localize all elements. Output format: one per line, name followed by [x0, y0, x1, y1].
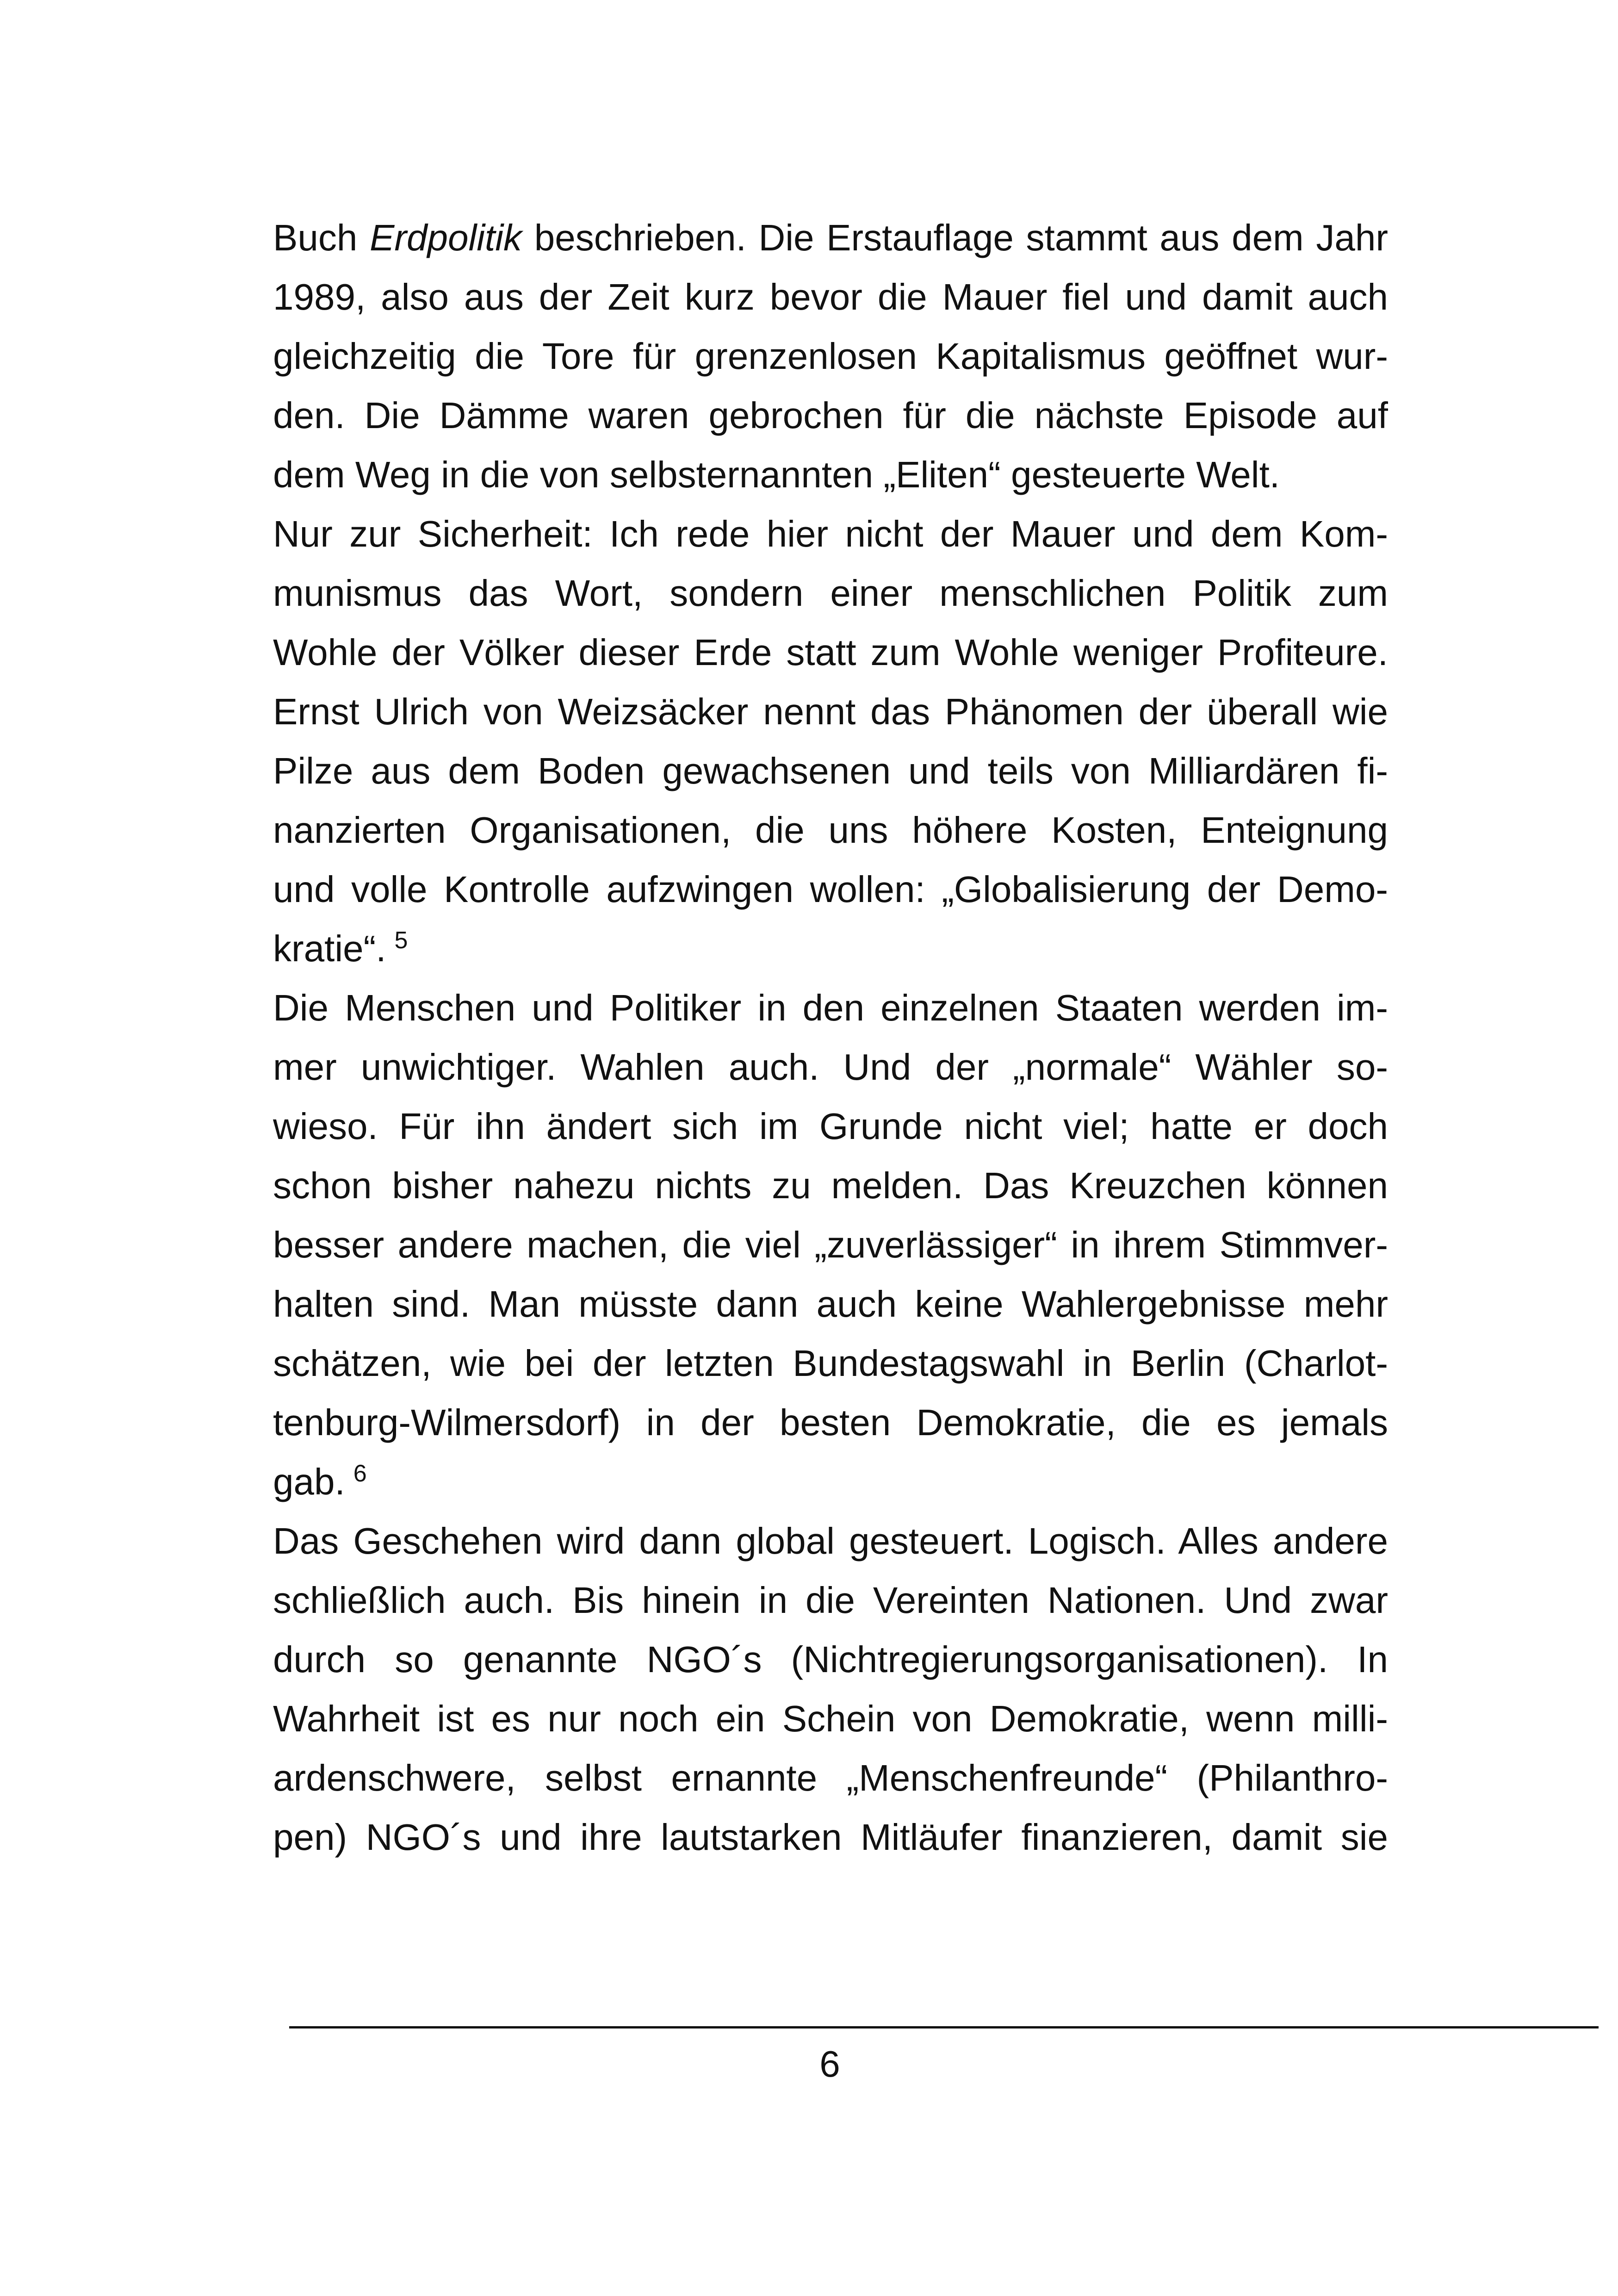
book-title: Erdpolitik [370, 217, 522, 258]
text-line: mer unwichtiger. Wahlen auch. Und der „normale“ Wähler so- [273, 1046, 1388, 1088]
text-line: besser andere machen, die viel „zuverlässiger“ in ihrem Stimmver- [273, 1224, 1388, 1265]
text-line: und volle Kontrolle aufzwingen wollen: „Globalisierung der Demo- [273, 869, 1388, 910]
text-line: den. Die Dämme waren gebrochen für die nächste Episode auf [273, 395, 1388, 436]
text-line: durch so genannte NGO´s (Nichtregierungsorganisationen). In [273, 1639, 1388, 1680]
text-line [273, 208, 1388, 268]
line-text: beschrieben. Die Erstauflage stammt aus dem Jahr [534, 217, 1388, 258]
footer-divider [289, 2026, 1599, 2028]
text-line: Wahrheit ist es nur noch ein Schein von Demokratie, wenn milli- [273, 1698, 1388, 1739]
text-line: ardenschwere, selbst ernannte „Menschenfreunde“ (Philanthro- [273, 1757, 1388, 1798]
text-line: wieso. Für ihn ändert sich im Grunde nicht viel; hatte er doch [273, 1106, 1388, 1147]
text-line: nanzierten Organisationen, die uns höhere Kosten, Enteignung [273, 809, 1388, 851]
text-line: Nur zur Sicherheit: Ich rede hier nicht der Mauer und dem Kom- [273, 513, 1388, 554]
line-text: gab. [273, 1461, 345, 1502]
text-line: Ernst Ulrich von Weizsäcker nennt das Phänomen der überall wie [273, 691, 1388, 732]
text-line: dem Weg in die von selbsternannten „Eliten“ gesteuerte Welt. [273, 454, 1280, 495]
text-line: schon bisher nahezu nichts zu melden. Das Kreuzchen können [273, 1165, 1388, 1206]
line-prefix: Buch [273, 217, 370, 258]
text-line: halten sind. Man müsste dann auch keine Wahlergebnisse mehr [273, 1283, 1388, 1325]
text-line: gleichzeitig die Tore für grenzenlosen Kapitalismus geöffnet wur- [273, 336, 1388, 377]
text-line: munismus das Wort, sondern einer menschlichen Politik zum [273, 572, 1388, 614]
text-line: schätzen, wie bei der letzten Bundestagswahl in Berlin (Charlot- [273, 1343, 1388, 1384]
text-line: pen) NGO´s und ihre lautstarken Mitläufer finanzieren, damit sie [273, 1817, 1388, 1858]
text-line: Wohle der Völker dieser Erde statt zum Wohle weniger Profiteure. [273, 632, 1388, 673]
text-line: tenburg-Wilmersdorf) in der besten Demokratie, die es jemals [273, 1402, 1388, 1443]
footnote-reference[interactable]: 6 [353, 1460, 367, 1487]
text-line: schließlich auch. Bis hinein in die Vereinten Nationen. Und zwar [273, 1580, 1388, 1621]
text-line: Die Menschen und Politiker in den einzelnen Staaten werden im- [273, 987, 1388, 1028]
line-text: kratie“. [273, 928, 386, 969]
text-line: Pilze aus dem Boden gewachsenen und teils von Milliardären fi- [273, 750, 1388, 791]
body-text [273, 208, 1388, 1867]
text-line [273, 919, 1388, 978]
text-line [273, 1452, 1388, 1512]
page-number: 6 [819, 2043, 840, 2084]
text-line: 1989, also aus der Zeit kurz bevor die Mauer fiel und damit auch [273, 276, 1388, 317]
footnote-reference[interactable]: 5 [394, 927, 408, 954]
text-line: Das Geschehen wird dann global gesteuert. Logisch. Alles andere [273, 1520, 1388, 1562]
